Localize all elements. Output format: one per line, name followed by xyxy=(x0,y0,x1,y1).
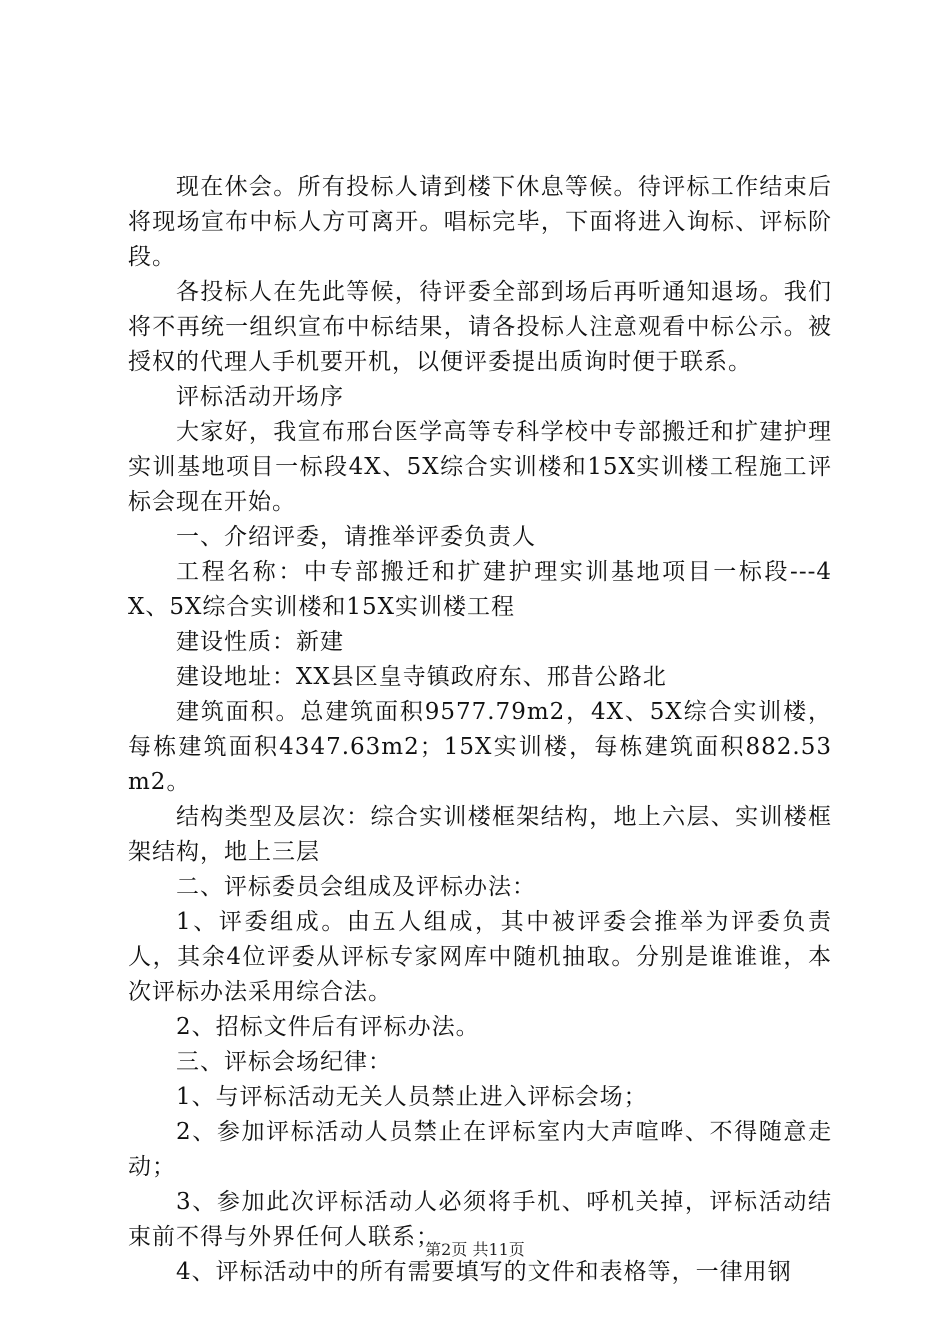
paragraph-structure-type: 结构类型及层次：综合实训楼框架结构，地上六层、实训楼框架结构，地上三层 xyxy=(128,804,832,865)
rule-item-4: 4、评标活动中的所有需要填写的文件和表格等，一律用钢 xyxy=(176,1259,792,1285)
paragraph-evaluation-method: 2、招标文件后有评标办法。 xyxy=(176,1014,480,1040)
paragraph-project-name: 工程名称：中专部搬迁和扩建护理实训基地项目一标段---4X、5X综合实训楼和15X实训楼工程 xyxy=(128,559,832,620)
paragraph-building-area: 建筑面积。总建筑面积9577.79m2，4X、5X综合实训楼，每栋建筑面积4347.63m2；15X实训楼，每栋建筑面积882.53m2。 xyxy=(128,699,832,795)
section-heading-opening: 评标活动开场序 xyxy=(176,384,344,410)
rule-item-3: 3、参加此次评标活动人必须将手机、呼机关掉，评标活动结束前不得与外界任何人联系； xyxy=(128,1189,832,1250)
rule-item-2: 2、参加评标活动人员禁止在评标室内大声喧哗、不得随意走动； xyxy=(128,1119,832,1180)
document-body xyxy=(128,170,832,1290)
paragraph-construction-nature: 建设性质：新建 xyxy=(176,629,344,655)
paragraph-recess-notice: 现在休会。所有投标人请到楼下休息等候。待评标工作结束后将现场宣布中标人方可离开。唱标完毕，下面将进入询标、评标阶段。 xyxy=(128,174,832,270)
heading-introduce-judges: 一、介绍评委，请推举评委负责人 xyxy=(176,524,536,550)
paragraph-bidder-waiting: 各投标人在先此等候，待评委全部到场后再听通知退场。我们将不再统一组织宣布中标结果，请各投标人注意观看中标公示。被授权的代理人手机要开机，以便评委提出质询时便于联系。 xyxy=(128,279,832,375)
paragraph-opening-announcement: 大家好，我宣布邢台医学高等专科学校中专部搬迁和扩建护理实训基地项目一标段4X、5X综合实训楼和15X实训楼工程施工评标会现在开始。 xyxy=(128,419,832,515)
page-number-footer: 第2页 共11页 xyxy=(425,1240,525,1259)
heading-committee-method: 二、评标委员会组成及评标办法： xyxy=(176,874,536,900)
heading-venue-rules: 三、评标会场纪律： xyxy=(176,1049,392,1075)
paragraph-construction-address: 建设地址：XX县区皇寺镇政府东、邢昔公路北 xyxy=(176,664,667,690)
rule-item-1: 1、与评标活动无关人员禁止进入评标会场； xyxy=(176,1084,648,1110)
paragraph-committee-composition: 1、评委组成。由五人组成，其中被评委会推举为评委负责人，其余4位评委从评标专家网库中随机抽取。分别是谁谁谁，本次评标办法采用综合法。 xyxy=(128,909,832,1005)
